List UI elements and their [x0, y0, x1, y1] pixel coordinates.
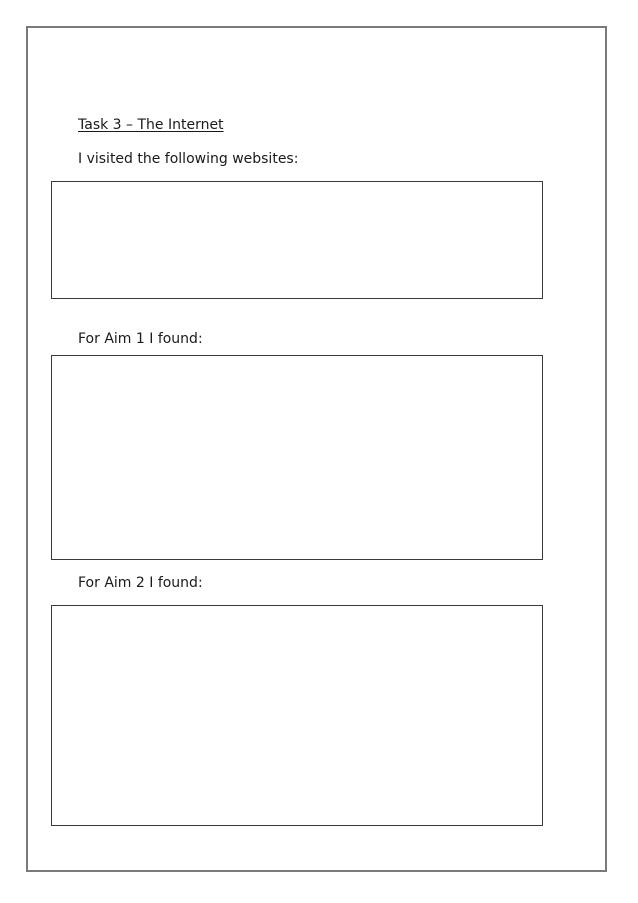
aim-2-answer-box[interactable]	[51, 605, 543, 826]
aim-1-prompt: For Aim 1 I found:	[78, 331, 203, 347]
page-title: Task 3 – The Internet	[78, 117, 224, 133]
websites-prompt: I visited the following websites:	[78, 151, 299, 167]
aim-1-answer-box[interactable]	[51, 355, 543, 560]
websites-answer-box[interactable]	[51, 181, 543, 299]
aim-2-prompt: For Aim 2 I found:	[78, 575, 203, 591]
